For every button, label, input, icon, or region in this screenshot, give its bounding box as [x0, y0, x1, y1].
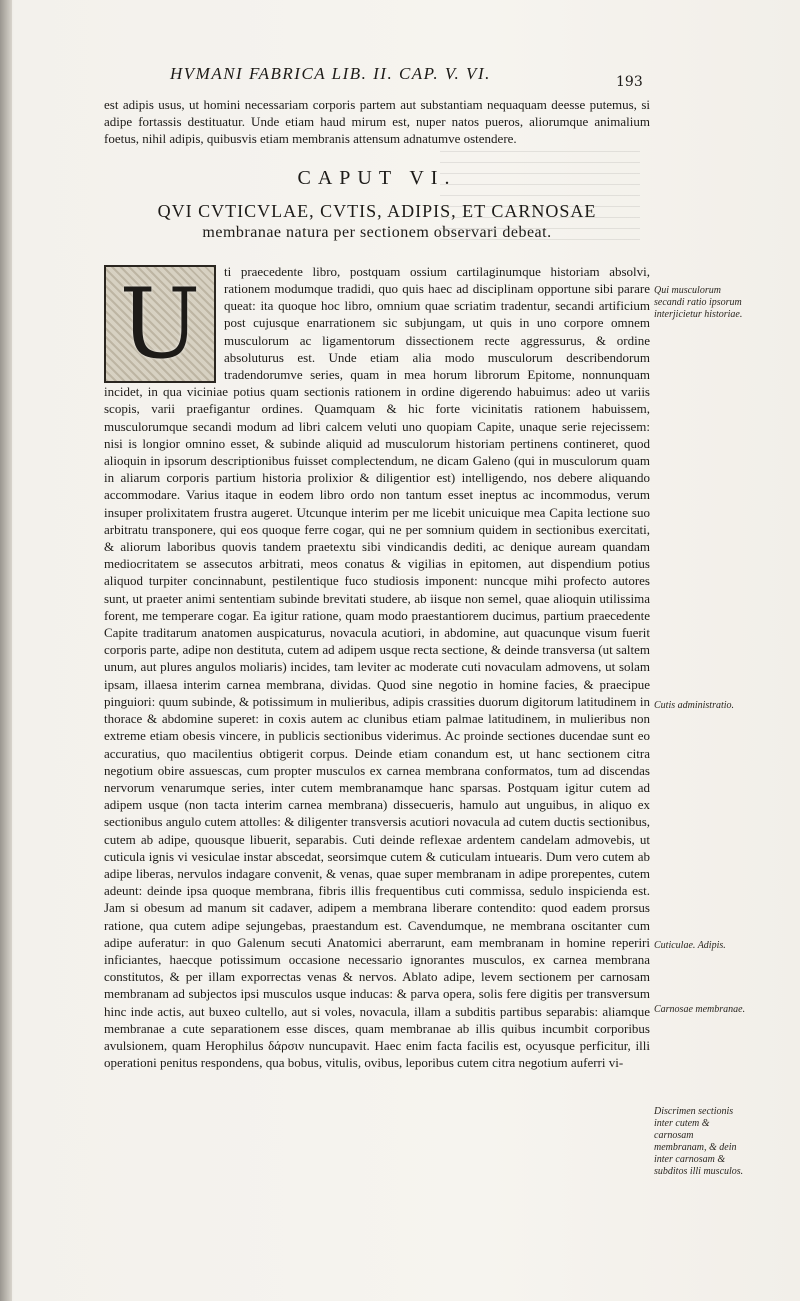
margin-note: Cuticulae. Adipis.: [654, 940, 726, 951]
drop-cap-letter: U: [119, 267, 201, 380]
margin-note: Discrimen sectionis inter cutem & carnosam membranam, & dein inter carnosam & subditos illi musculos.: [654, 1106, 744, 1177]
ornamental-drop-cap: [104, 265, 216, 383]
chapter-subtitle: [104, 201, 650, 243]
chapter-subtitle-line1: QVI CVTICVLAE, CVTIS, ADIPIS, ET CARNOSAE: [157, 200, 597, 221]
intro-paragraph: est adipis usus, ut homini necessariam corporis partem aut substantiam nequaquam deesse putemus, si adipe fortassis destituatur. Unde etiam haud mirum est, nuper natos pueros, aliorumque animalium foetus, nihil adipis, quibusvis etiam membranis attensum adnatumve ostendere.: [104, 97, 650, 147]
running-head: HVMANI FABRICA LIB. II. CAP. V. VI.: [170, 64, 491, 83]
page-number: 193: [616, 74, 643, 90]
margin-note: Qui musculorum secandi ratio ipsorum interjicietur historiae.: [654, 285, 743, 320]
main-text-column: [104, 96, 650, 1071]
margin-note: Carnosae membranae.: [654, 1004, 746, 1015]
chapter-title: CAPUT VI.: [297, 166, 457, 189]
binding-shadow: [0, 0, 12, 1301]
margin-note: Cutis administratio.: [654, 700, 735, 711]
chapter-subtitle-line2: membranae natura per sectionem observari debeat.: [202, 223, 552, 241]
body-paragraph: ti praecedente libro, postquam ossium cartilaginumque historiam absolvi, rationem modumque tradidi, quo quis haec ad disciplinam opportune sibi parare queat: ita quoque hoc libro, omnium quae scriatim tradentur, secandi artificium post cujusque enarrationem sic subjungam, ut quis in uno corpore omnem musculorum ac ligamentorum dissectionem recte aggressurus, & ordine absoluturus est. Unde etiam alia modo musculorum describendorum tradendorumve series, quam in mea horum librorum Epitome, nonnunquam incidet, in qua viciniae potius quam sectionis rationem in ordine digerendo habuimus: adeo ut variis scopis, varii praefigantur ordines. Quamquam & hic forte vicinitatis rationem habuissem, musculorumque secandi modum ad libri calcem veluti uno quopiam Capite, unaque serie rejecissem: nisi is longior omnino esset, & subinde aliquid ad musculorum historiam pertinens contineret, quod alioquin in ipsorum descriptionibus fuisset complectendum, ne dicam Galeno (qui in musculorum quam in aliarum corporis partium historia prolixior & diligentior est) intelligendo, nos debere aliquando accommodare. Varius itaque in eodem libro ordo non tantum esset ineptus ac incommodus, verum insuper prolixitatem frustra augeret. Utcunque interim per me licebit unicuique mea Capita lectione suo arbitratu transponere, qui eos quoque ferre cogar, qui ne per somnium quidem in sectionibus exercitati, & aliorum laboribus quovis tandem praetextu sibi vindicandis dediti, ac denique auream quandam mediocritatem se assecutos arbitrati, meos conatus & vigilias in epitomen, aut dispendium potius aliquod turpiter concinnabunt, pestilentique fuco studiosis imponent: nuncque mihi profecto autores sunt, ut praeter animi sententiam subinde brevitati studere, ab iisque non semel, quae alioquin utilissima forent, me temperare cogar. Ea igitur ratione, quam modo praestantiorem ducimus, partium praecedente Capite traditarum anatomen auspicaturus, novacula acutiori, in abdomine, aut quacunque visum fuerit corporis parte, adipe non destituta, cutem ad adipem usque recta sectione, & deinde transversa (ut saltem unum, aut plures angulos moliaris) incides, tam leviter ac moderate cuti novaculam admovens, ut solam ipsam, illaesa interim carnea membrana, dividas. Quod sine negotio in homine facies, & praecipue pinguiori: quum subinde, & potissimum in mulieribus, adipis crassities duorum digitorum latitudinem in thorace & abdomine superet: in coxis autem ac clunibus etiam palmae latitudinem, in mulieribus non extreme etiam obesis vincere, in publicis sectionibus viderimus. Ac proinde sectiones ducendae sunt eo accuratius, quo macilentius obtigerit corpus. Deinde etiam conandum est, ut hanc sectionem citra negotium obire assuescas, cum propter musculos ex carnea membrana conformatos, tum ad discendas nervorum venarumque series, inter cutem membranamque hanc sparsas. Postquam igitur cutem ad adipem usque (non tacta interim carnea membrana) dissecueris, hamulo aut unguibus, in aliquo ex sectionibus angulo cutem attolles: & diligenter transversis acutiori novacula ad cutem ductis sectionibus, cutem ab adipe, quousque libuerit, separabis. Cuti deinde reflexae ardentem candelam admovebis, ut cuticula ignis vi vesiculae instar abscedat, seorsimque cutem & cuticulam intuearis. Dum vero cutem ab adipe liberas, nervulos indagare convenit, & venas, quae super membranam in adipe prorepentes, cutem adeunt: deinde ipsa quoque membrana, fibris illis frequentibus cuti commissa, sedulo inspicienda est. Jam si obesum ad manum sit cadaver, adipem a membrana liberare contendito: quod eadem prorsus ratione, qua cutem adipe sejungebas, praestandum est. Cavendumque, ne membrana oscitanter cum adipe auferatur: in quo Galenum secuti Anatomici aberrarunt, eam membranam in homine reperiri inficiantes, haecque potissimum occasione necessario ignorantes musculos, ex carnea membrana constitutos, & per illam exporrectas venas & nervos. Ablato adipe, levem sectionem per carnosam membranam ad subjectos ipsi musculos usque inducas: & parva opera, solis fere digitis per transversum hinc inde actis, aut buxeo cultello, aut si voles, novacula, illam a subditis partibus separabis: aliamque membranae a cute separationem esse disces, quam membranae ab illis quibus incumbit corporibus avulsionem, quam Herophilus δάρσιν nuncupavit. Haec enim facta facilis est, ocyusque perficitur, illi operationi penitus respondens, qua bobus, vitulis, ovibus, leporibus cutem citra negotium auferri vi-: [104, 263, 650, 1071]
